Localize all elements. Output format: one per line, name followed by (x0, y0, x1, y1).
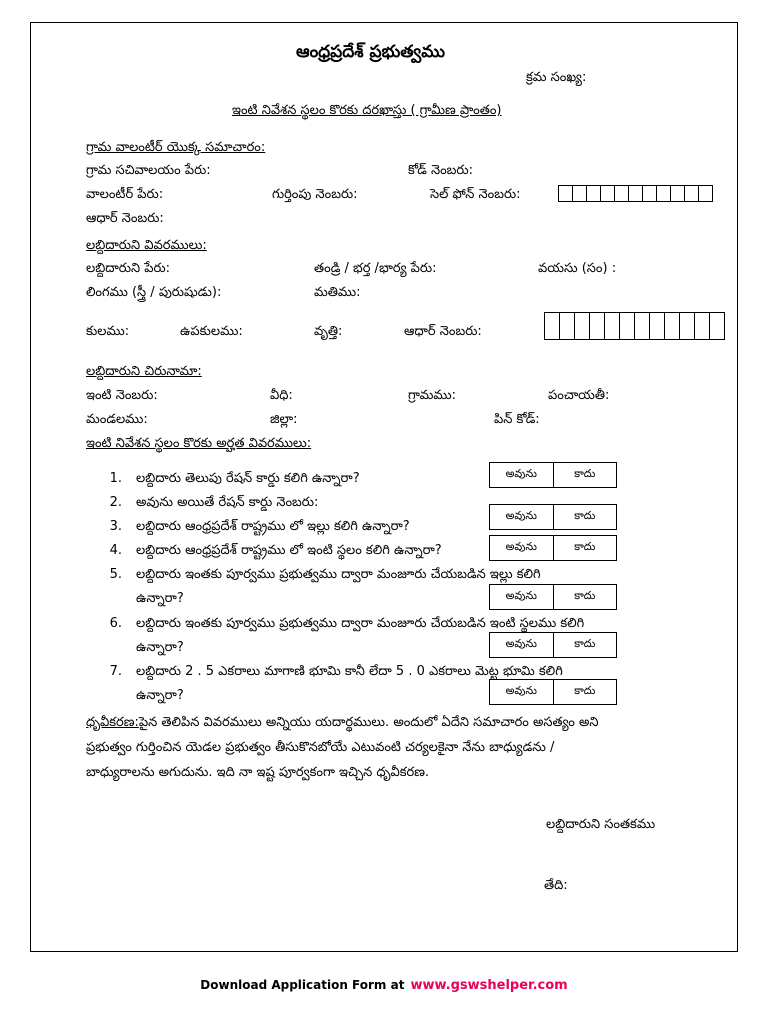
yes-option[interactable]: అవును (505, 684, 537, 697)
question-text: లబ్దిదారు ఆంధ్రప్రదేశ్ రాష్ట్రము లో ఇంటి స్థలం కలిగి ఉన్నారా? (136, 543, 442, 558)
caste-label: కులము: (86, 324, 130, 339)
volunteer-id-label: గుర్తింపు నెంబరు: (272, 187, 358, 202)
question-text: లబ్దిదారు తెలుపు రేషన్ కార్డు కలిగి ఉన్నారా? (136, 471, 360, 486)
no-option[interactable]: కాదు (553, 680, 617, 704)
question-text: లబ్దిదారు 2 . 5 ఎకరాలు మాగాణి భూమి కానీ లేదా 5 . 0 ఎకరాలు మెట్ట భూమి కలిగి (136, 664, 563, 679)
village-label: గ్రామము: (408, 388, 456, 403)
volunteer-name-label: వాలంటీర్ పేరు: (86, 187, 164, 202)
question-number: 6. (109, 616, 122, 631)
question-text: లబ్దిదారు ఆంధ్రప్రదేశ్ రాష్ట్రము లో ఇల్లు కలిగి ఉన్నారా? (136, 519, 410, 534)
question-number: 7. (109, 664, 122, 679)
footer-link[interactable]: www.gswshelper.com (410, 978, 568, 993)
gender-label: లింగము (స్త్రీ / పురుషుడు): (86, 285, 222, 300)
question-number: 1. (109, 471, 122, 486)
beneficiary-section-heading: లబ్దిదారుని వివరములు: (86, 238, 207, 253)
mandal-label: మండలము: (86, 412, 148, 427)
page-title: ఆంధ్రప్రదేశ్ ప్రభుత్వము (296, 42, 446, 62)
question-text-continued: ఉన్నారా? (136, 591, 184, 606)
question-number: 5. (109, 567, 122, 582)
question-text-continued: ఉన్నారా? (136, 688, 184, 703)
no-option[interactable]: కాదు (553, 536, 617, 560)
cell-number-boxes[interactable] (558, 185, 713, 202)
age-label: వయసు (సం) : (538, 261, 617, 276)
yes-no-checkbox-q3[interactable] (489, 504, 617, 530)
form-border (30, 22, 738, 952)
declaration-label: ధృవీకరణ: (86, 715, 139, 730)
volunteer-aadhaar-label: ఆధార్ నెంబరు: (86, 211, 164, 226)
declaration-line-2: ప్రభుత్వం గుర్తించిన యెడల ప్రభుత్వం తీసుకొనబోయే ఎటువంటి చర్యలకైనా నేను బాధ్యుడను / (86, 740, 555, 755)
address-section-heading: లబ్దిదారుని చిరునామా: (86, 364, 202, 379)
occupation-label: వృత్తి: (314, 324, 343, 339)
footer (0, 978, 768, 993)
beneficiary-aadhaar-label: ఆధార్ నెంబరు: (404, 324, 482, 339)
cell-number-label: సెల్ ఫోన్ నెంబరు: (430, 187, 521, 202)
house-number-label: ఇంటి నెంబరు: (86, 388, 158, 403)
aadhaar-number-boxes[interactable] (544, 312, 725, 340)
serial-number-label: క్రమ సంఖ్య: (526, 70, 587, 85)
declaration-line-1 (86, 716, 599, 729)
yes-option[interactable]: అవును (505, 589, 537, 602)
beneficiary-name-label: లబ్దిదారుని పేరు: (86, 261, 171, 276)
yes-no-checkbox-q7[interactable] (489, 679, 617, 705)
volunteer-section-heading: గ్రామ వాలంటీర్ యొక్క సమాచారం: (86, 140, 266, 155)
street-label: వీధి: (270, 388, 293, 403)
question-number: 2. (109, 495, 122, 510)
yes-no-checkbox-q5[interactable] (489, 584, 617, 610)
yes-option[interactable]: అవును (505, 540, 537, 553)
declaration-line-3: బాధ్యురాలను అగుదును. ఇది నా ఇష్ట పూర్వకంగా ఇచ్చిన ధృవీకరణ. (86, 765, 430, 780)
no-option[interactable]: కాదు (553, 633, 617, 657)
no-option[interactable]: కాదు (553, 505, 617, 529)
no-option[interactable]: కాదు (553, 585, 617, 609)
no-option[interactable]: కాదు (553, 463, 617, 487)
declaration-text: పైన తెలిపిన వివరములు అన్నియు యదార్థములు. అందులో ఏదేని సమాచారం అసత్యం అని (138, 715, 599, 730)
yes-no-checkbox-q4[interactable] (489, 535, 617, 561)
code-number-label: కోడ్ నెంబరు: (408, 163, 473, 178)
district-label: జిల్లా: (270, 412, 298, 427)
signature-label: లబ్దిదారుని సంతకము (546, 817, 656, 832)
father-husband-name-label: తండ్రి / భర్త /భార్య పేరు: (314, 261, 437, 276)
religion-label: మతిము: (314, 285, 361, 300)
question-number: 3. (109, 519, 122, 534)
yes-option[interactable]: అవును (505, 467, 537, 480)
yes-option[interactable]: అవును (505, 637, 537, 650)
question-number: 4. (109, 543, 122, 558)
question-text-continued: ఉన్నారా? (136, 640, 184, 655)
footer-label: Download Application Form at (200, 978, 405, 992)
secretariat-name-label: గ్రామ సచివాలయం పేరు: (86, 163, 211, 178)
form-subtitle: ఇంటి నివేశన స్థలం కొరకు దరఖాస్తు ( గ్రామీణ ప్రాంతం) (232, 103, 502, 118)
yes-no-checkbox-q6[interactable] (489, 632, 617, 658)
question-text: లబ్దిదారు ఇంతకు పూర్వము ప్రభుత్వము ద్వారా మంజూరు చేయబడిన ఇంటి స్థలము కలిగి (136, 616, 585, 631)
yes-option[interactable]: అవును (505, 509, 537, 522)
date-label: తేది: (544, 878, 568, 893)
question-text: లబ్దిదారు ఇంతకు పూర్వము ప్రభుత్వము ద్వారా మంజూరు చేయబడిన ఇల్లు కలిగి (136, 567, 541, 582)
yes-no-checkbox-q1[interactable] (489, 462, 617, 488)
eligibility-section-heading: ఇంటి నివేశన స్థలం కొరకు అర్హత వివరములు: (86, 436, 312, 451)
sub-caste-label: ఉపకులము: (180, 324, 243, 339)
pincode-label: పిన్ కోడ్: (494, 412, 540, 427)
panchayat-label: పంచాయతీ: (548, 388, 610, 403)
question-text: అవును అయితే రేషన్ కార్డు నెంబరు: (136, 495, 319, 510)
